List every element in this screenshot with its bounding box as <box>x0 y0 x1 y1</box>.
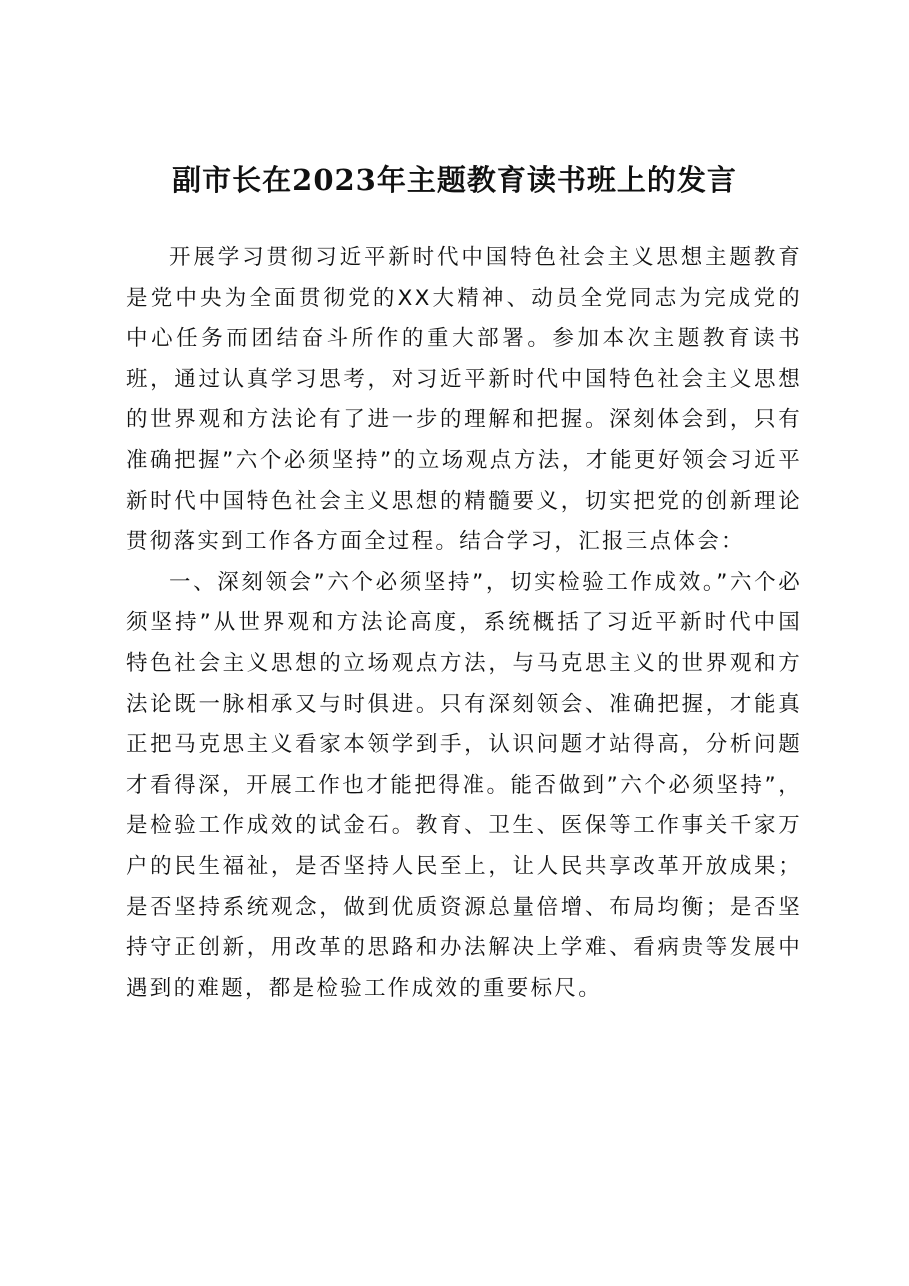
paragraph-point-one: 一、深刻领会”六个必须坚持”，切实检验工作成效。”六个必须坚持”从世界观和方法论高度，系统概括了习近平新时代中国特色社会主义思想的立场观点方法，与马克思主义的世界观和方法论既一脉相承又与时俱进。只有深刻领会、准确把握，才能真正把马克思主义看家本领学到手，认识问题才站得高，分析问题才看得深，开展工作也才能把得准。能否做到”六个必须坚持”，是检验工作成效的试金石。教育、卫生、医保等工作事关千家万户的民生福祉，是否坚持人民至上，让人民共享改革开放成果；是否坚持系统观念，做到优质资源总量倍增、布局均衡；是否坚持守正创新，用改革的思路和办法解决上学难、看病贵等发展中遇到的难题，都是检验工作成效的重要标尺。 <box>126 569 802 1001</box>
document-title: 副市长在2023年主题教育读书班上的发言 <box>172 163 737 197</box>
paragraph-intro: 开展学习贯彻习近平新时代中国特色社会主义思想主题教育是党中央为全面贯彻党的XX大精神、动员全党同志为完成党的中心任务而团结奋斗所作的重大部署。参加本次主题教育读书班，通过认真学习思考，对习近平新时代中国特色社会主义思想的世界观和方法论有了进一步的理解和把握。深刻体会到，只有准确把握”六个必须坚持”的立场观点方法，才能更好领会习近平新时代中国特色社会主义思想的精髓要义，切实把党的创新理论贯彻落实到工作各方面全过程。结合学习，汇报三点体会： <box>126 245 802 555</box>
document-body <box>126 238 802 1009</box>
